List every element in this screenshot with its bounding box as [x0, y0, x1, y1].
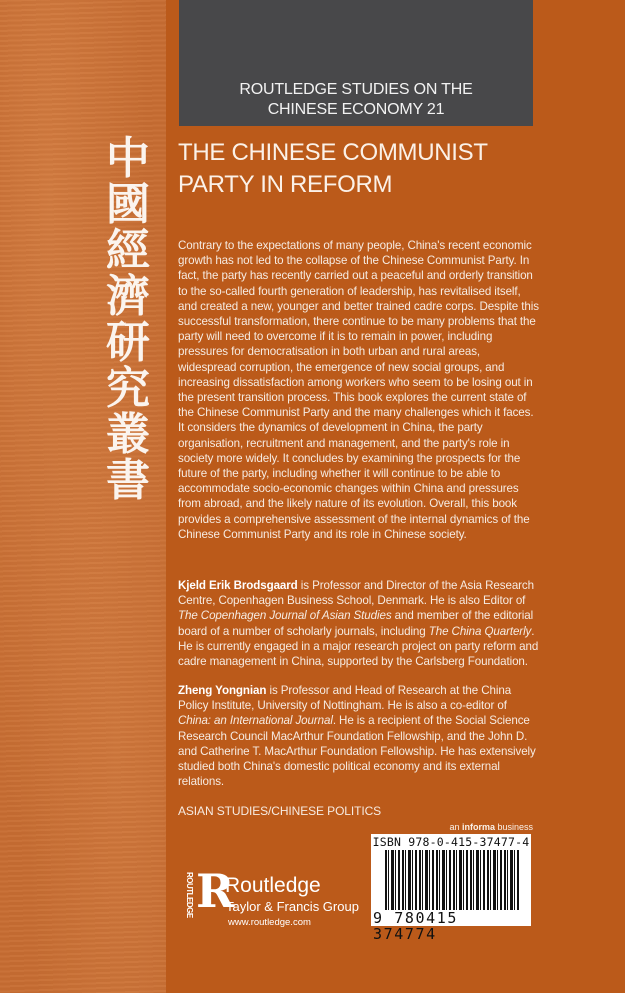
journal-title: China: an International Journal: [178, 714, 333, 728]
journal-title: The Copenhagen Journal of Asian Studies: [178, 609, 392, 623]
subject-category: ASIAN STUDIES/CHINESE POLITICS: [178, 804, 382, 818]
author-name: Zheng Yongnian: [178, 684, 267, 697]
cjk-char: 究: [106, 363, 150, 414]
cjk-char: 叢: [106, 409, 150, 460]
publisher-url[interactable]: www.routledge.com: [228, 917, 311, 928]
bio-text: and member of the editorial board of a number of scholarly journals, including: [178, 609, 534, 638]
barcode-bars-icon: [385, 850, 521, 914]
routledge-vertical-wordmark: ROUTLEDGE: [185, 872, 194, 918]
cjk-char: 中: [106, 133, 150, 184]
cjk-char: 書: [106, 455, 150, 506]
informa-brand: informa: [461, 822, 495, 832]
author-name: Kjeld Erik Brodsgaard: [178, 579, 298, 592]
series-line-1: ROUTLEDGE STUDIES ON THE: [239, 81, 473, 98]
informa-suffix: business: [494, 822, 533, 832]
series-banner: [179, 0, 533, 126]
cjk-char: 濟: [106, 271, 150, 322]
informa-prefix: an: [449, 822, 462, 832]
publisher-name: Routledge: [225, 874, 321, 897]
informa-tagline: [449, 822, 533, 832]
cjk-char: 研: [106, 317, 150, 368]
isbn-barcode: [371, 834, 531, 943]
series-line-2: CHINESE ECONOMY 21: [267, 101, 445, 118]
author-bio-brodsgaard: [178, 578, 540, 669]
series-title: [179, 80, 533, 120]
publisher-group: Taylor & Francis Group: [226, 899, 359, 914]
author-bio-zheng: [178, 683, 540, 789]
bio-text: is Professor and Director of the Asia Research Centre, Copenhagen Business School, Denmark. He is also Editor of: [178, 579, 534, 608]
title-line-1: THE CHINESE COMMUNIST: [178, 139, 488, 166]
chinese-series-title: [88, 133, 168, 506]
cjk-char: 經: [106, 225, 150, 276]
bio-text: . He is currently engaged in a major research project on party reform and cadre management in China, supported by the Carlsberg Foundation.: [178, 624, 539, 669]
bio-text: is Professor and Head of Research at the China Policy Institute, University of Nottingham. He is also a co-editor of: [178, 684, 512, 713]
bio-text: . He is a recipient of the Social Science Research Council MacArthur Foundation Fellowship, and the John D. and Catherine T. MacArthur Foundation Fellowship. He has extensively studied both China's domestic political economy and its external relations.: [178, 714, 536, 789]
book-blurb: Contrary to the expectations of many people, China's recent economic growth has not led to the collapse of the Chinese Communist Party. In fact, the party has recently carried out a peaceful and orderly transition to the so-called fourth generation of leadership, has revitalised itself, and created a new, younger and better trained cadre corps. Despite this successful transformation, there continue to be many problems that the party will need to overcome if it is to remain in power, including pressures for democratisation in both urban and rural areas, widespread corruption, the emergence of new social groups, and increasing dissatisfaction among workers who seem to be losing out in the present transition process. This book explores the current state of the Chinese Communist Party and the many challenges which it faces. It considers the dynamics of development in China, the party organisation, recruitment and management, and the party's role in society more widely. It concludes by examining the prospects for the future of the party, including whether it will continue to be able to accommodate socio-economic changes within China and pressures from abroad, and the likely nature of its evolution. Overall, this book provides a comprehensive assessment of the internal dynamics of the Chinese Communist Party and its role in Chinese society.: [178, 239, 539, 541]
isbn-label: ISBN 978-0-415-37477-4: [372, 835, 530, 849]
cjk-char: 國: [106, 179, 150, 230]
journal-title: The China Quarterly: [428, 624, 532, 638]
routledge-logo-icon: R: [196, 864, 235, 918]
book-title: [178, 137, 538, 201]
barcode-digits: 9 780415 374774: [373, 910, 531, 926]
title-line-2: PARTY IN REFORM: [178, 171, 393, 198]
